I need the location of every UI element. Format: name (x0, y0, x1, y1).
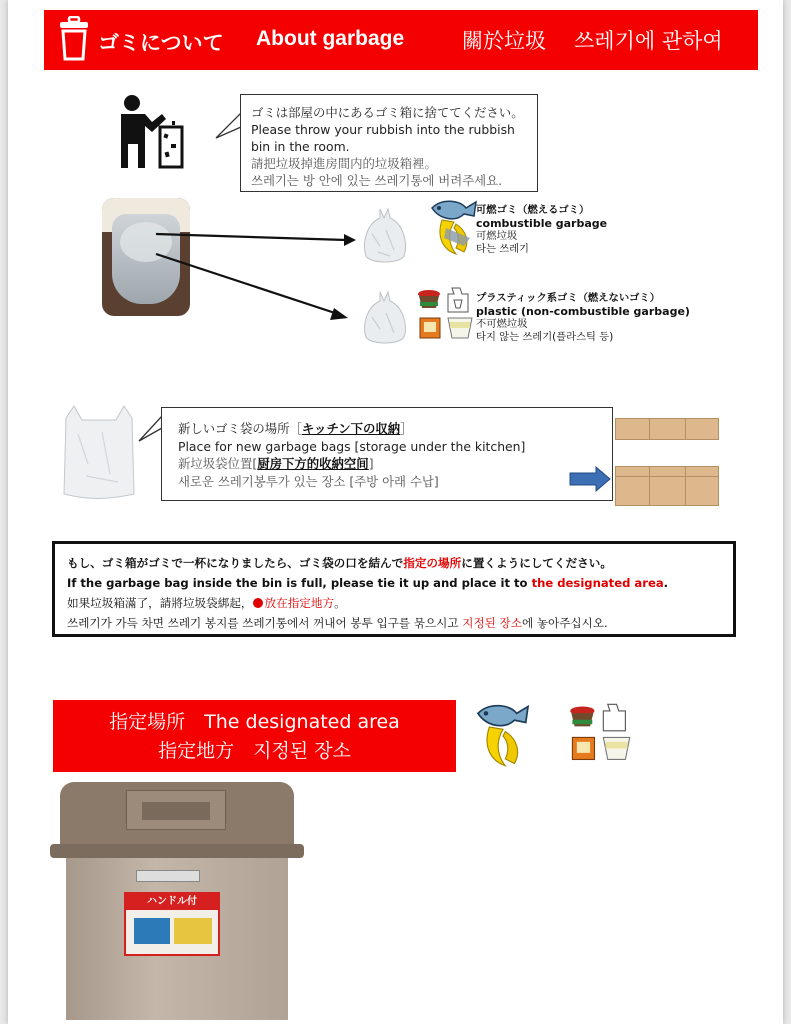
header-title-english: About garbage (256, 27, 405, 50)
notice-korean (67, 613, 733, 633)
designated-area-line-2: 指定地方 지정된 장소 (158, 740, 351, 762)
page (8, 0, 783, 1024)
notice-chinese-end: 。 (334, 596, 346, 610)
plastic-bag-icon (360, 289, 410, 347)
combustible-korean: 타는 쓰레기 (476, 243, 530, 255)
food-waste-icon (468, 702, 538, 768)
plastic-english: plastic (non-combustible garbage) (476, 305, 690, 318)
new-bags-location-bubble (161, 407, 613, 501)
designated-area-banner (53, 700, 456, 772)
notice-korean-designated: 지정된 장소 (462, 616, 522, 630)
plastic-korean: 타지 않는 쓰레기(플라스틱 등) (476, 331, 614, 343)
plastic-items-icon (416, 286, 474, 342)
notice-japanese-designated: 指定の場所 (403, 556, 462, 570)
notice-english (67, 573, 733, 593)
combustible-english: combustible garbage (476, 217, 608, 230)
notice-chinese-designated: 放在指定地方 (264, 596, 335, 610)
person-throwing-trash-icon (112, 94, 184, 170)
arrow-icons (148, 226, 368, 328)
header-title-korean: 쓰레기에 관하여 (574, 29, 723, 53)
trash-can-icon (58, 16, 90, 62)
designated-area-line-1: 指定場所 The designated area (109, 711, 400, 733)
throw-instruction-korean: 쓰레기는 방 안에 있는 쓰레기통에 버려주세요. (251, 173, 503, 188)
combustible-japanese: 可燃ゴミ（燃えるゴミ） (476, 204, 590, 216)
combustible-label (476, 204, 607, 256)
arrow-right-icon (568, 466, 612, 492)
designated-bin-photo (46, 776, 308, 1020)
throw-instruction-bubble (240, 94, 538, 192)
plastic-label (476, 292, 690, 344)
notice-japanese-text: もし、ゴミ箱がゴミで一杯になりましたら、ゴミ袋の口を結んで (67, 556, 404, 570)
new-bags-korean: 새로운 쓰레기봉투가 있는 장소 [주방 아래 수납] (178, 473, 439, 489)
new-bags-japanese-suffix: ］ (400, 421, 413, 436)
new-bags-chinese (178, 455, 612, 473)
throw-instruction-chinese: 請把垃圾掉進房間内的垃圾箱裡。 (251, 156, 437, 171)
notice-chinese (67, 593, 733, 613)
new-bags-english: Place for new garbage bags [storage under the kitchen] (178, 438, 526, 454)
page-header (44, 10, 758, 70)
new-bags-chinese-suffix: ] (368, 456, 374, 471)
throw-instruction-japanese: ゴミは部屋の中にあるゴミ箱に捨ててください。 (251, 105, 524, 120)
notice-korean-end: 에 놓아주십시오. (521, 616, 608, 630)
notice-japanese (67, 553, 733, 573)
new-bags-japanese-prefix: 新しいゴミ袋の場所［ (178, 421, 302, 436)
new-bags-chinese-location: 厨房下方的收納空间 (257, 456, 369, 471)
kitchen-cabinet-photo (615, 418, 719, 506)
food-waste-icon (426, 198, 482, 256)
plastic-shopping-bag-icon (58, 404, 140, 500)
notice-english-end: . (663, 576, 669, 590)
plastic-items-icon (568, 702, 632, 764)
combustible-bag-icon (360, 206, 410, 266)
throw-instruction-english: Please throw your rubbish into the rubbish bin in the room. (251, 122, 515, 154)
header-title-chinese: 關於垃圾 (462, 29, 546, 53)
notice-english-designated: the designated area (531, 576, 664, 590)
header-title-japanese: ゴミについて (98, 31, 224, 55)
pointer-icon (253, 598, 263, 608)
notice-korean-text: 쓰레기가 가득 차면 쓰레기 봉지를 쓰레기통에서 꺼내어 봉투 입구를 묶으시고 (67, 616, 463, 630)
new-bags-japanese-location: キッチン下の収納 (301, 421, 401, 436)
new-bags-chinese-prefix: 新垃圾袋位置[ (178, 456, 258, 471)
notice-chinese-text: 如果垃圾箱滿了，請將垃圾袋綁起， (67, 596, 253, 610)
bin-label: ハンドル付 (126, 894, 218, 910)
combustible-chinese: 可燃垃圾 (476, 230, 518, 242)
notice-english-text: If the garbage bag inside the bin is full, please tie it up and place it to (67, 576, 532, 590)
plastic-japanese: プラスティック系ゴミ（燃えないゴミ） (476, 292, 661, 304)
new-bags-japanese (178, 420, 612, 438)
plastic-chinese: 不可燃垃圾 (476, 318, 528, 330)
full-bin-notice (52, 541, 736, 637)
notice-japanese-end: に置くようにしてください。 (461, 556, 612, 570)
